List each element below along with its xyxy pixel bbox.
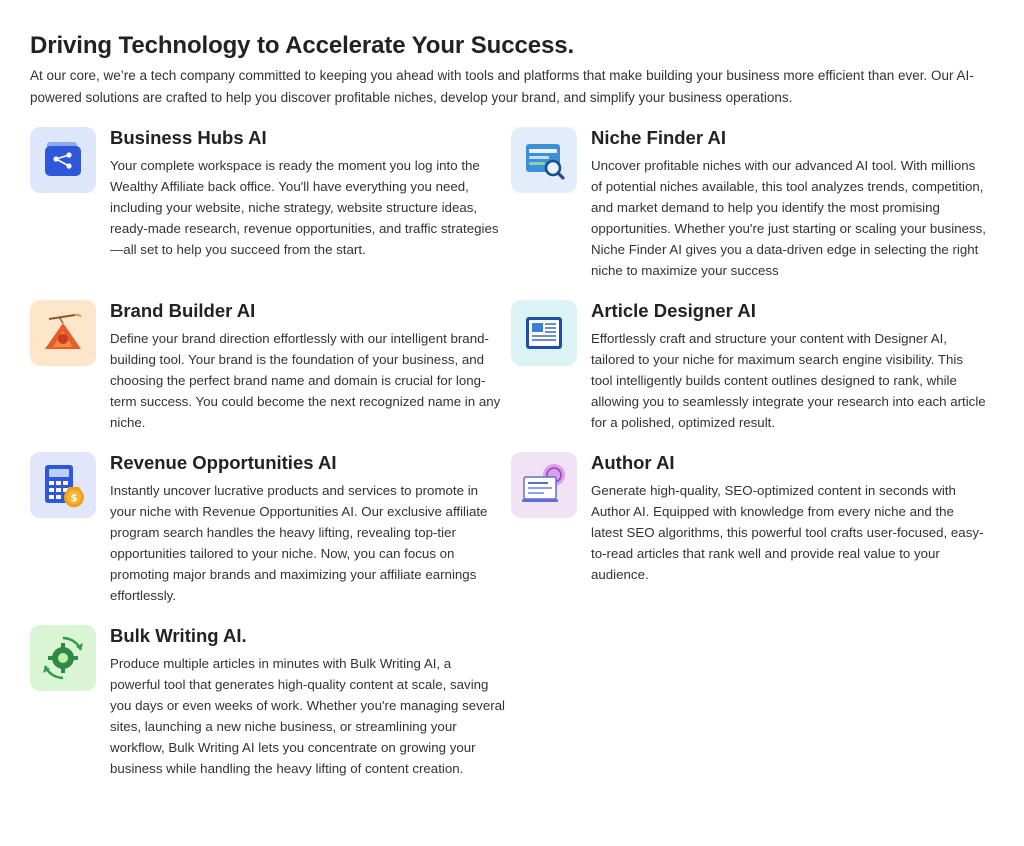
feature-title: Author AI <box>591 452 675 473</box>
brand-builder-icon <box>30 300 96 366</box>
article-designer-icon <box>511 300 577 366</box>
feature-description: Effortlessly craft and structure your content with Designer AI, tailored to your niche for maximum search engine visibility. This tool intelligently builds content outlines designed to rank, while allowing you to seamlessly integrate your research into each article for a polished, optimized result. <box>591 331 986 430</box>
svg-text:$: $ <box>70 493 78 504</box>
feature-title: Niche Finder AI <box>591 127 727 148</box>
feature-description: Define your brand direction effortlessly with our intelligent brand-building tool. Your brand is the foundation of your business, and choosing the perfect brand name and domain is crucial for long-term success. You could become the next recognized name in any niche. <box>110 331 501 430</box>
revenue-opportunities-icon <box>30 452 96 518</box>
feature-description: Produce multiple articles in minutes with Bulk Writing AI, a powerful tool that generates high-quality content at scale, saving you days or even weeks of work. Whether you're managing several sites, launching a new niche business, or streamlining your workflow, Bulk Writing AI lets you concentrate on growing your business while handling the heavy lifting of content creation. <box>110 656 505 776</box>
author-ai-icon <box>511 452 577 518</box>
feature-title: Article Designer AI <box>591 300 756 321</box>
feature-title: Revenue Opportunities AI <box>110 452 337 473</box>
feature-description: Your complete workspace is ready the moment you log into the Wealthy Affiliate back office. You'll have everything you need, including your website, niche strategy, website structure ideas, ready-made research, revenue opportunities, and traffic strategies—all set to help you succeed from the start. <box>110 158 499 257</box>
feature-title: Bulk Writing AI. <box>110 625 247 646</box>
feature-description: Instantly uncover lucrative products and services to promote in your niche with Revenue Opportunities AI. Our exclusive affiliate program search handles the heavy lifting, revealing top-tier opportunities tailored to your niche. Now, you can focus on promoting major brands and maximizing your affiliate earnings effortlessly. <box>110 483 488 603</box>
niche-finder-icon <box>511 127 577 193</box>
business-hub-icon <box>30 127 96 193</box>
feature-description: Uncover profitable niches with our advanced AI tool. With millions of potential niches available, this tool analyzes trends, competition, and market demand to help you identify the most promising opportunities. Whether you're just starting or scaling your business, Niche Finder AI gives you a data-driven edge in selecting the right niche to maximize your success <box>591 158 986 278</box>
feature-description: Generate high-quality, SEO-optimized content in seconds with Author AI. Equipped with knowledge from every niche and the latest SEO algorithms, this powerful tool crafts user-focused, easy-to-read articles that rank well and provide real value to your audience. <box>591 483 984 582</box>
feature-title: Business Hubs AI <box>110 127 267 148</box>
section-headline: Driving Technology to Accelerate Your Success. <box>30 32 575 59</box>
section-intro: At our core, we’re a tech company committed to keeping you ahead with tools and platforms that make building your business more efficient than ever. Our AI-powered solutions are crafted to help you discover profitable niches, develop your brand, and simplify your business operations. <box>30 68 974 105</box>
feature-title: Brand Builder AI <box>110 300 256 321</box>
bulk-writing-icon <box>30 625 96 691</box>
